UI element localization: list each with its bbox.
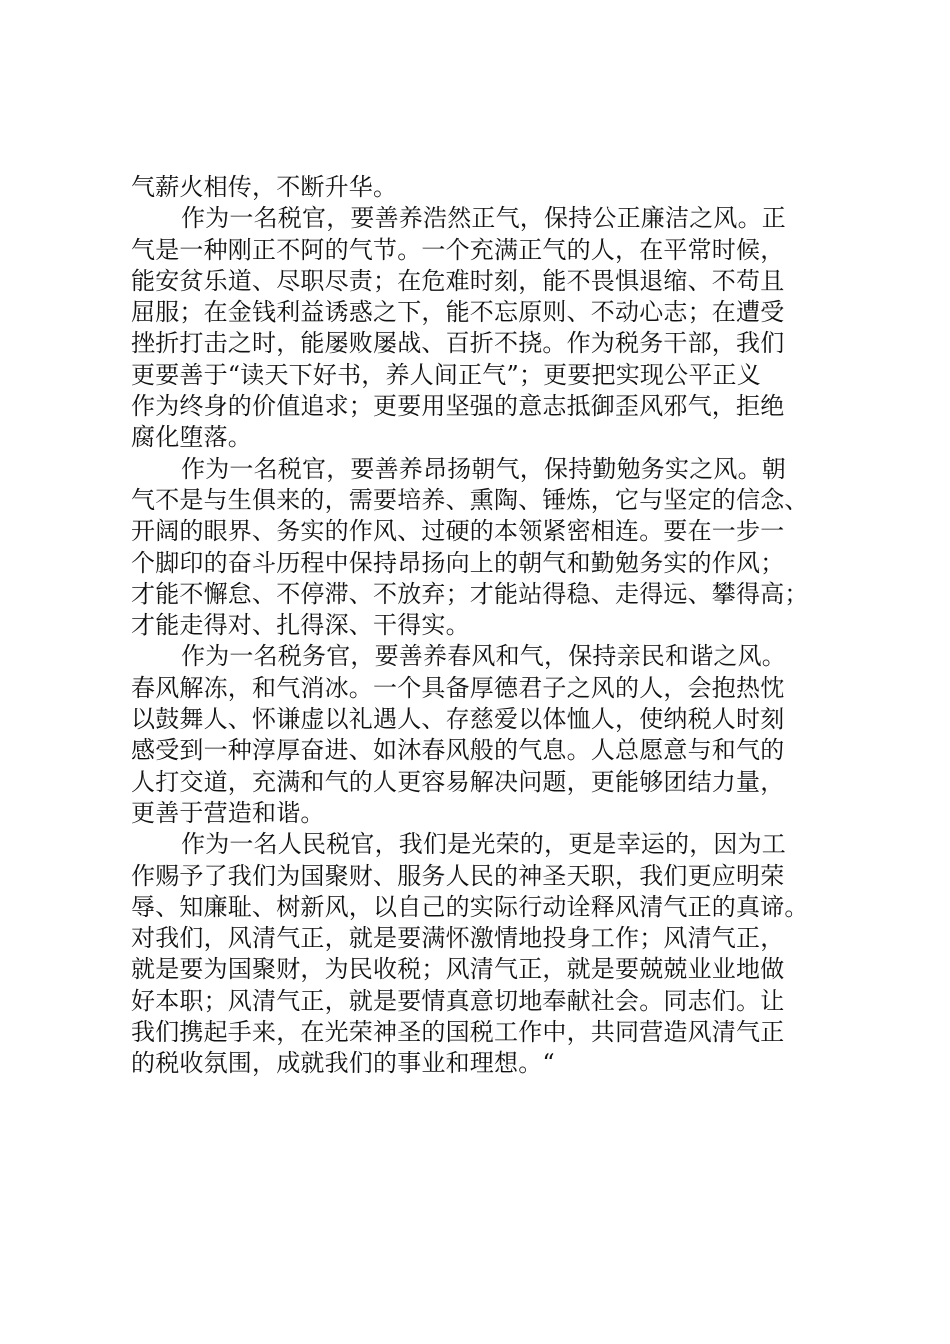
- text-line: 以鼓舞人、怀谦虚以礼遇人、存慈爱以体恤人，使纳税人时刻: [131, 705, 785, 734]
- text-line: 好本职；风清气正，就是要情真意切地奉献社会。同志们。让: [131, 986, 785, 1015]
- text-line: 更善于营造和谐。: [131, 798, 325, 827]
- text-line: 开阔的眼界、务实的作风、过硬的本领紧密相连。要在一步一: [131, 517, 785, 546]
- text-line: 气薪火相传，不断升华。: [131, 173, 398, 201]
- text-line: 作为一名税官，要善养浩然正气，保持公正廉洁之风。正: [181, 204, 786, 233]
- text-line: 我们携起手来，在光荣神圣的国税工作中，共同营造风清气正: [131, 1018, 785, 1047]
- text-line: 作为一名人民税官，我们是光荣的，更是幸运的，因为工: [181, 830, 786, 859]
- text-line: 气是一种刚正不阿的气节。一个充满正气的人，在平常时候，: [131, 235, 785, 264]
- text-line: 屈服；在金钱利益诱惑之下，能不忘原则、不动心志；在遭受: [131, 298, 785, 327]
- text-line: 辱、知廉耻、树新风，以自己的实际行动诠释风清气正的真谛。: [131, 892, 809, 921]
- text-line: 作为一名税务官，要善养春风和气，保持亲民和谐之风。: [181, 642, 786, 671]
- text-line: 作为一名税官，要善养昂扬朝气，保持勤勉务实之风。朝: [181, 454, 786, 483]
- text-line: 就是要为国聚财，为民收税；风清气正，就是要兢兢业业地做: [131, 955, 785, 984]
- text-line: 更要善于“读天下好书，养人间正气”；更要把实现公平正义: [131, 360, 761, 389]
- text-line: 挫折打击之时，能屡败屡战、百折不挠。作为税务干部，我们: [131, 329, 785, 358]
- text-line: 春风解冻，和气消冰。一个具备厚德君子之风的人，会抱热忱: [131, 673, 785, 702]
- text-line: 才能走得对、扎得深、干得实。: [131, 611, 470, 640]
- text-line: 腐化堕落。: [131, 423, 252, 452]
- paragraph-harmony: [131, 641, 831, 829]
- body-text: [131, 172, 831, 1080]
- text-line: 个脚印的奋斗历程中保持昂扬向上的朝气和勤勉务实的作风；: [131, 548, 785, 577]
- paragraph-integrity: [131, 203, 831, 453]
- text-line: 作为终身的价值追求；更要用坚强的意志抵御歪风邪气，拒绝: [131, 392, 785, 421]
- text-line: 气不是与生俱来的，需要培养、熏陶、锤炼，它与坚定的信念、: [131, 485, 809, 514]
- text-line: 作赐予了我们为国聚财、服务人民的神圣天职，我们更应明荣: [131, 861, 785, 890]
- text-line: 感受到一种淳厚奋进、如沐春风般的气息。人总愿意与和气的: [131, 736, 785, 765]
- paragraph-continuation: [131, 172, 831, 203]
- text-line: 的税收氛围，成就我们的事业和理想。“: [131, 1049, 555, 1078]
- text-line: 人打交道，充满和气的人更容易解决问题，更能够团结力量，: [131, 767, 785, 796]
- text-line: 才能不懈怠、不停滞、不放弃；才能站得稳、走得远、攀得高；: [131, 579, 809, 608]
- text-line: 能安贫乐道、尽职尽责；在危难时刻，能不畏惧退缩、不苟且: [131, 266, 785, 295]
- paragraph-conclusion: [131, 829, 831, 1079]
- text-line: 对我们，风清气正，就是要满怀激情地投身工作；风清气正，: [131, 924, 785, 953]
- paragraph-vigor: [131, 454, 831, 642]
